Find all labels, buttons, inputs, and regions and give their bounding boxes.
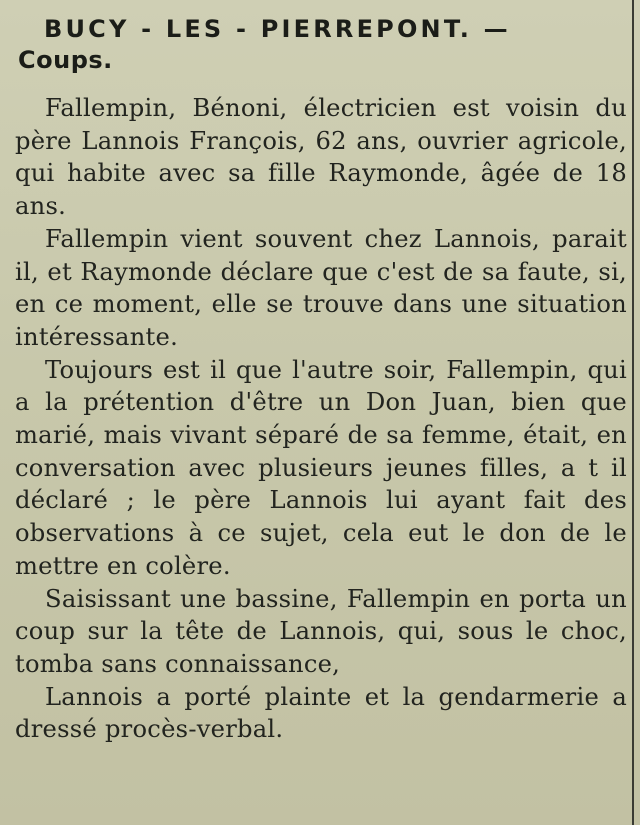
headline-subject: Coups.	[18, 46, 113, 74]
paragraph-5: Lannois a porté plainte et la gendarmerie a dressé procès-verbal.	[15, 682, 627, 744]
paragraph-4: Saisissant une bassine, Fallempin en porta un coup sur la tête de Lannois, qui, sous le choc, tomba sans connaissance,	[15, 584, 627, 678]
article-body	[15, 92, 627, 746]
paragraph-3: Toujours est il que l'autre soir, Fallempin, qui a la prétention d'être un Don Juan, bien que marié, mais vivant séparé de sa femme, était, en conversation avec plusieurs jeunes filles, a t il déclaré ; le père Lannois lui ayant fait des observations à ce sujet, cela eut le don de le mettre en colère.	[15, 355, 627, 580]
article-headline	[18, 14, 628, 76]
column-rule	[632, 0, 634, 825]
paragraph-1: Fallempin, Bénoni, électricien est voisin du père Lannois François, 62 ans, ouvrier agricole, qui habite avec sa fille Raymonde, âgée de 18 ans.	[15, 94, 627, 221]
paragraph-2: Fallempin vient souvent chez Lannois, parait il, et Raymonde déclare que c'est de sa faute, si, en ce moment, elle se trouve dans une situation intéressante.	[15, 224, 627, 351]
headline-place: BUCY - LES - PIERREPONT. —	[44, 15, 511, 43]
